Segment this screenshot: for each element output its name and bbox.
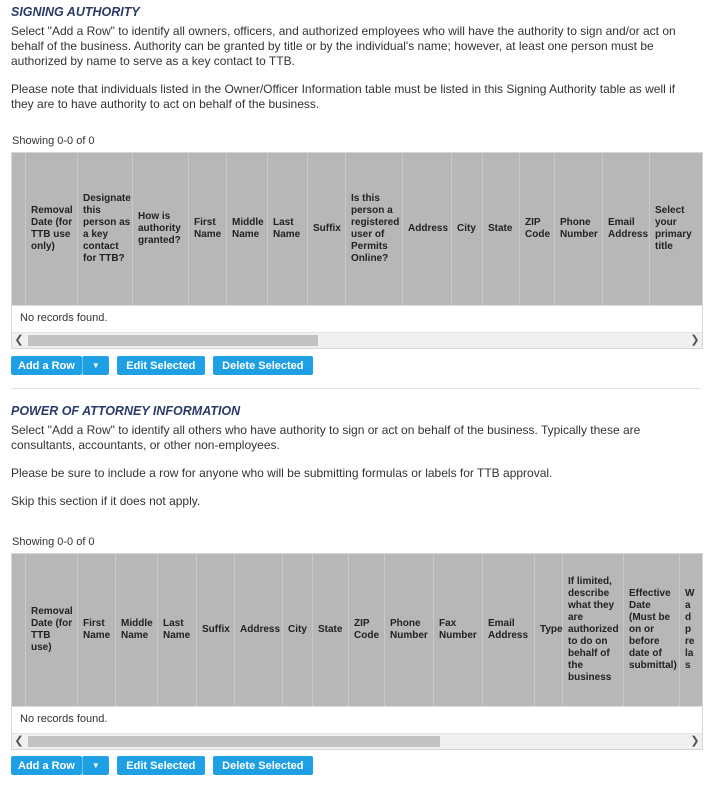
poa-action-buttons <box>11 756 313 775</box>
col-city[interactable]: City <box>283 554 313 706</box>
col-middle-name[interactable]: Middle Name <box>116 554 158 706</box>
poa-horizontal-scrollbar[interactable] <box>12 733 702 749</box>
col-fax-number[interactable]: Fax Number <box>434 554 483 706</box>
col-first-name[interactable]: First Name <box>78 554 116 706</box>
col-address[interactable]: Address <box>403 153 452 305</box>
signing-authority-title: SIGNING AUTHORITY <box>11 5 140 19</box>
signing-authority-section <box>11 4 701 112</box>
signing-authority-note: Please note that individuals listed in the Owner/Officer Information table must be listed in this Signing Authority table as well if they are to have authority to act on behalf of the business. <box>11 82 676 111</box>
poa-no-records: No records found. <box>12 706 702 733</box>
col-phone-number[interactable]: Phone Number <box>555 153 603 305</box>
add-row-dropdown[interactable] <box>82 756 109 775</box>
signing-horizontal-scrollbar[interactable] <box>12 332 702 348</box>
col-address[interactable]: Address <box>235 554 283 706</box>
add-row-split-button <box>11 356 109 375</box>
chevron-right-icon[interactable]: ❯ <box>690 735 700 747</box>
edit-selected-button[interactable]: Edit Selected <box>117 356 205 375</box>
add-row-split-button <box>11 756 109 775</box>
col-state[interactable]: State <box>313 554 349 706</box>
col-removal-date[interactable]: Removal Date (for TTB use only) <box>26 153 78 305</box>
add-row-button[interactable]: Add a Row <box>11 756 82 775</box>
select-all-column[interactable] <box>12 153 26 305</box>
select-all-column[interactable] <box>12 554 26 706</box>
col-effective-date[interactable]: Effective Date (Must be on or before date of submittal) <box>624 554 680 706</box>
caret-down-icon: ▼ <box>91 761 100 770</box>
col-zip-code[interactable]: ZIP Code <box>349 554 385 706</box>
poa-note: Please be sure to include a row for anyone who will be submitting formulas or labels for TTB approval. <box>11 466 553 480</box>
col-key-contact[interactable]: Designate this person as a key contact for TTB? <box>78 153 133 305</box>
col-registered-user[interactable]: Is this person a registered user of Permits Online? <box>346 153 403 305</box>
col-phone-number[interactable]: Phone Number <box>385 554 434 706</box>
col-truncated[interactable]: W a d p re la s <box>685 588 695 671</box>
col-state[interactable]: State <box>483 153 520 305</box>
col-removal-date[interactable]: Removal Date (for TTB use) <box>26 554 78 706</box>
col-city[interactable]: City <box>452 153 483 305</box>
add-row-dropdown[interactable] <box>82 356 109 375</box>
col-suffix[interactable]: Suffix <box>308 153 346 305</box>
chevron-left-icon[interactable]: ❮ <box>14 735 24 747</box>
delete-selected-button[interactable]: Delete Selected <box>213 756 313 775</box>
col-primary-title[interactable]: Select your primary title <box>655 205 692 252</box>
col-limited-authority[interactable]: If limited, describe what they are authorized to do on behalf of the business <box>563 554 624 706</box>
col-last-name[interactable]: Last Name <box>268 153 308 305</box>
col-email-address[interactable]: Email Address <box>483 554 535 706</box>
poa-showing-count: Showing 0-0 of 0 <box>12 536 95 548</box>
section-divider <box>11 388 701 389</box>
scrollbar-thumb[interactable] <box>28 736 440 747</box>
col-first-name[interactable]: First Name <box>189 153 227 305</box>
signing-grid-header <box>12 153 702 305</box>
scrollbar-thumb[interactable] <box>28 335 318 346</box>
chevron-left-icon[interactable]: ❮ <box>14 334 24 346</box>
power-of-attorney-section <box>11 403 701 509</box>
caret-down-icon: ▼ <box>91 361 100 370</box>
col-zip-code[interactable]: ZIP Code <box>520 153 555 305</box>
poa-grid <box>11 553 703 750</box>
col-email-address[interactable]: Email Address <box>603 153 650 305</box>
chevron-right-icon[interactable]: ❯ <box>690 334 700 346</box>
delete-selected-button[interactable]: Delete Selected <box>213 356 313 375</box>
col-suffix[interactable]: Suffix <box>197 554 235 706</box>
poa-title: POWER OF ATTORNEY INFORMATION <box>11 404 241 418</box>
col-last-name[interactable]: Last Name <box>158 554 197 706</box>
signing-showing-count: Showing 0-0 of 0 <box>12 135 95 147</box>
signing-action-buttons <box>11 356 313 375</box>
col-middle-name[interactable]: Middle Name <box>227 153 268 305</box>
signing-authority-intro: Select "Add a Row" to identify all owners, officers, and authorized employees who will have the authority to sign and/or act on behalf of the business. Authority can be granted by title or by the individual's name; however, at least one person must be authorized by name to serve as a key contact to TTB. <box>11 24 676 68</box>
signing-authority-grid <box>11 152 703 349</box>
poa-skip-note: Skip this section if it does not apply. <box>11 494 201 508</box>
poa-intro: Select "Add a Row" to identify all others who have authority to sign or act on behalf of the business. Typically these are consultants, accountants, or other non-employees. <box>11 423 641 452</box>
edit-selected-button[interactable]: Edit Selected <box>117 756 205 775</box>
poa-grid-header <box>12 554 702 706</box>
col-authority-granted[interactable]: How is authority granted? <box>133 153 189 305</box>
signing-no-records: No records found. <box>12 305 702 332</box>
col-type[interactable]: Type <box>535 554 563 706</box>
add-row-button[interactable]: Add a Row <box>11 356 82 375</box>
